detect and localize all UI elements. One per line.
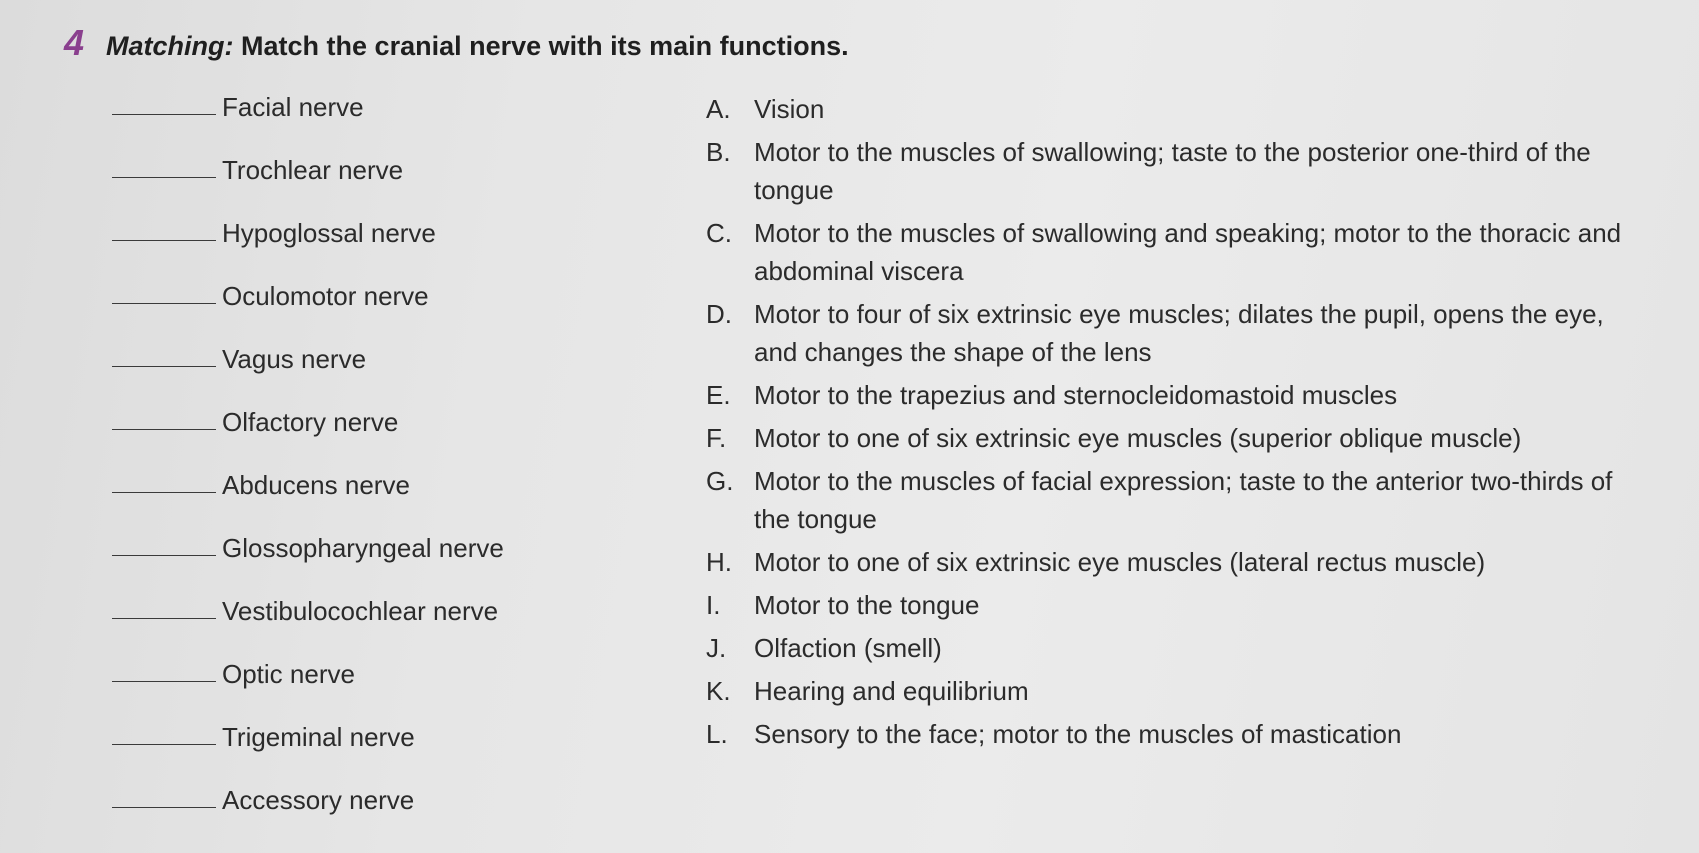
function-letter: C.: [706, 218, 732, 248]
function-item: [706, 90, 1636, 128]
answer-blank[interactable]: [112, 92, 216, 115]
function-text: Motor to the muscles of swallowing and speaking; motor to the thoracic and abdominal viscera: [754, 218, 1622, 286]
function-item: [706, 629, 1636, 667]
function-text: Motor to the muscles of swallowing; taste to the posterior one-third of the tongue: [754, 137, 1591, 205]
function-letter: D.: [706, 299, 732, 329]
nerve-name: Facial nerve: [222, 92, 364, 122]
question-number: 4: [64, 22, 85, 63]
function-letter: E.: [706, 380, 731, 410]
nerve-name: Vagus nerve: [222, 344, 367, 374]
function-list: [706, 90, 1636, 758]
answer-blank[interactable]: [112, 785, 216, 808]
function-text: Motor to one of six extrinsic eye muscles (superior oblique muscle): [754, 423, 1522, 453]
nerve-name: Accessory nerve: [222, 785, 415, 815]
function-text: Motor to the tongue: [754, 590, 980, 620]
answer-blank[interactable]: [112, 722, 216, 745]
function-letter: K.: [706, 676, 731, 706]
nerve-item: [112, 785, 504, 848]
function-item: [706, 376, 1636, 414]
nerve-name: Abducens nerve: [222, 470, 410, 500]
nerve-item: [112, 533, 504, 596]
question-header: [64, 22, 849, 64]
function-text: Motor to the muscles of facial expression; taste to the anterior two-thirds of the tongue: [754, 466, 1613, 534]
function-text: Hearing and equilibrium: [754, 676, 1029, 706]
nerve-item: [112, 218, 504, 281]
function-item: [706, 672, 1636, 710]
answer-blank[interactable]: [112, 281, 216, 304]
function-item: [706, 586, 1636, 624]
function-letter: L.: [706, 719, 728, 749]
nerve-name: Optic nerve: [222, 659, 355, 689]
function-text: Vision: [754, 94, 825, 124]
nerve-name: Vestibulocochlear nerve: [222, 596, 499, 626]
nerve-name: Trochlear nerve: [222, 155, 404, 185]
instruction-text: Match the cranial nerve with its main functions.: [241, 31, 849, 61]
function-text: Motor to one of six extrinsic eye muscles (lateral rectus muscle): [754, 547, 1486, 577]
function-letter: I.: [706, 590, 721, 620]
function-letter: B.: [706, 137, 731, 167]
function-item: [706, 214, 1636, 290]
nerve-name: Hypoglossal nerve: [222, 218, 436, 248]
function-letter: A.: [706, 94, 731, 124]
instruction-kind: Matching:: [106, 31, 234, 61]
answer-blank[interactable]: [112, 470, 216, 493]
nerve-item: [112, 407, 504, 470]
function-item: [706, 419, 1636, 457]
function-item: [706, 543, 1636, 581]
function-item: [706, 462, 1636, 538]
function-item: [706, 295, 1636, 371]
answer-blank[interactable]: [112, 344, 216, 367]
nerve-item: [112, 659, 504, 722]
function-letter: F.: [706, 423, 727, 453]
nerve-item: [112, 92, 504, 155]
nerve-item: [112, 344, 504, 407]
nerve-item: [112, 596, 504, 659]
function-text: Sensory to the face; motor to the muscles of mastication: [754, 719, 1402, 749]
function-text: Motor to four of six extrinsic eye muscles; dilates the pupil, opens the eye, and changes the shape of the lens: [754, 299, 1604, 367]
function-letter: G.: [706, 466, 734, 496]
nerve-name: Olfactory nerve: [222, 407, 399, 437]
answer-blank[interactable]: [112, 533, 216, 556]
nerve-item: [112, 722, 504, 785]
function-item: [706, 715, 1636, 753]
nerve-name: Glossopharyngeal nerve: [222, 533, 504, 563]
answer-blank[interactable]: [112, 155, 216, 178]
nerve-item: [112, 155, 504, 218]
nerve-name: Trigeminal nerve: [222, 722, 415, 752]
function-letter: H.: [706, 547, 732, 577]
question-instruction: [106, 31, 849, 62]
answer-blank[interactable]: [112, 659, 216, 682]
function-text: Motor to the trapezius and sternocleidomastoid muscles: [754, 380, 1398, 410]
answer-blank[interactable]: [112, 218, 216, 241]
function-text: Olfaction (smell): [754, 633, 942, 663]
nerve-list: [112, 92, 504, 848]
answer-blank[interactable]: [112, 407, 216, 430]
nerve-name: Oculomotor nerve: [222, 281, 429, 311]
function-item: [706, 133, 1636, 209]
answer-blank[interactable]: [112, 596, 216, 619]
nerve-item: [112, 281, 504, 344]
function-letter: J.: [706, 633, 727, 663]
nerve-item: [112, 470, 504, 533]
